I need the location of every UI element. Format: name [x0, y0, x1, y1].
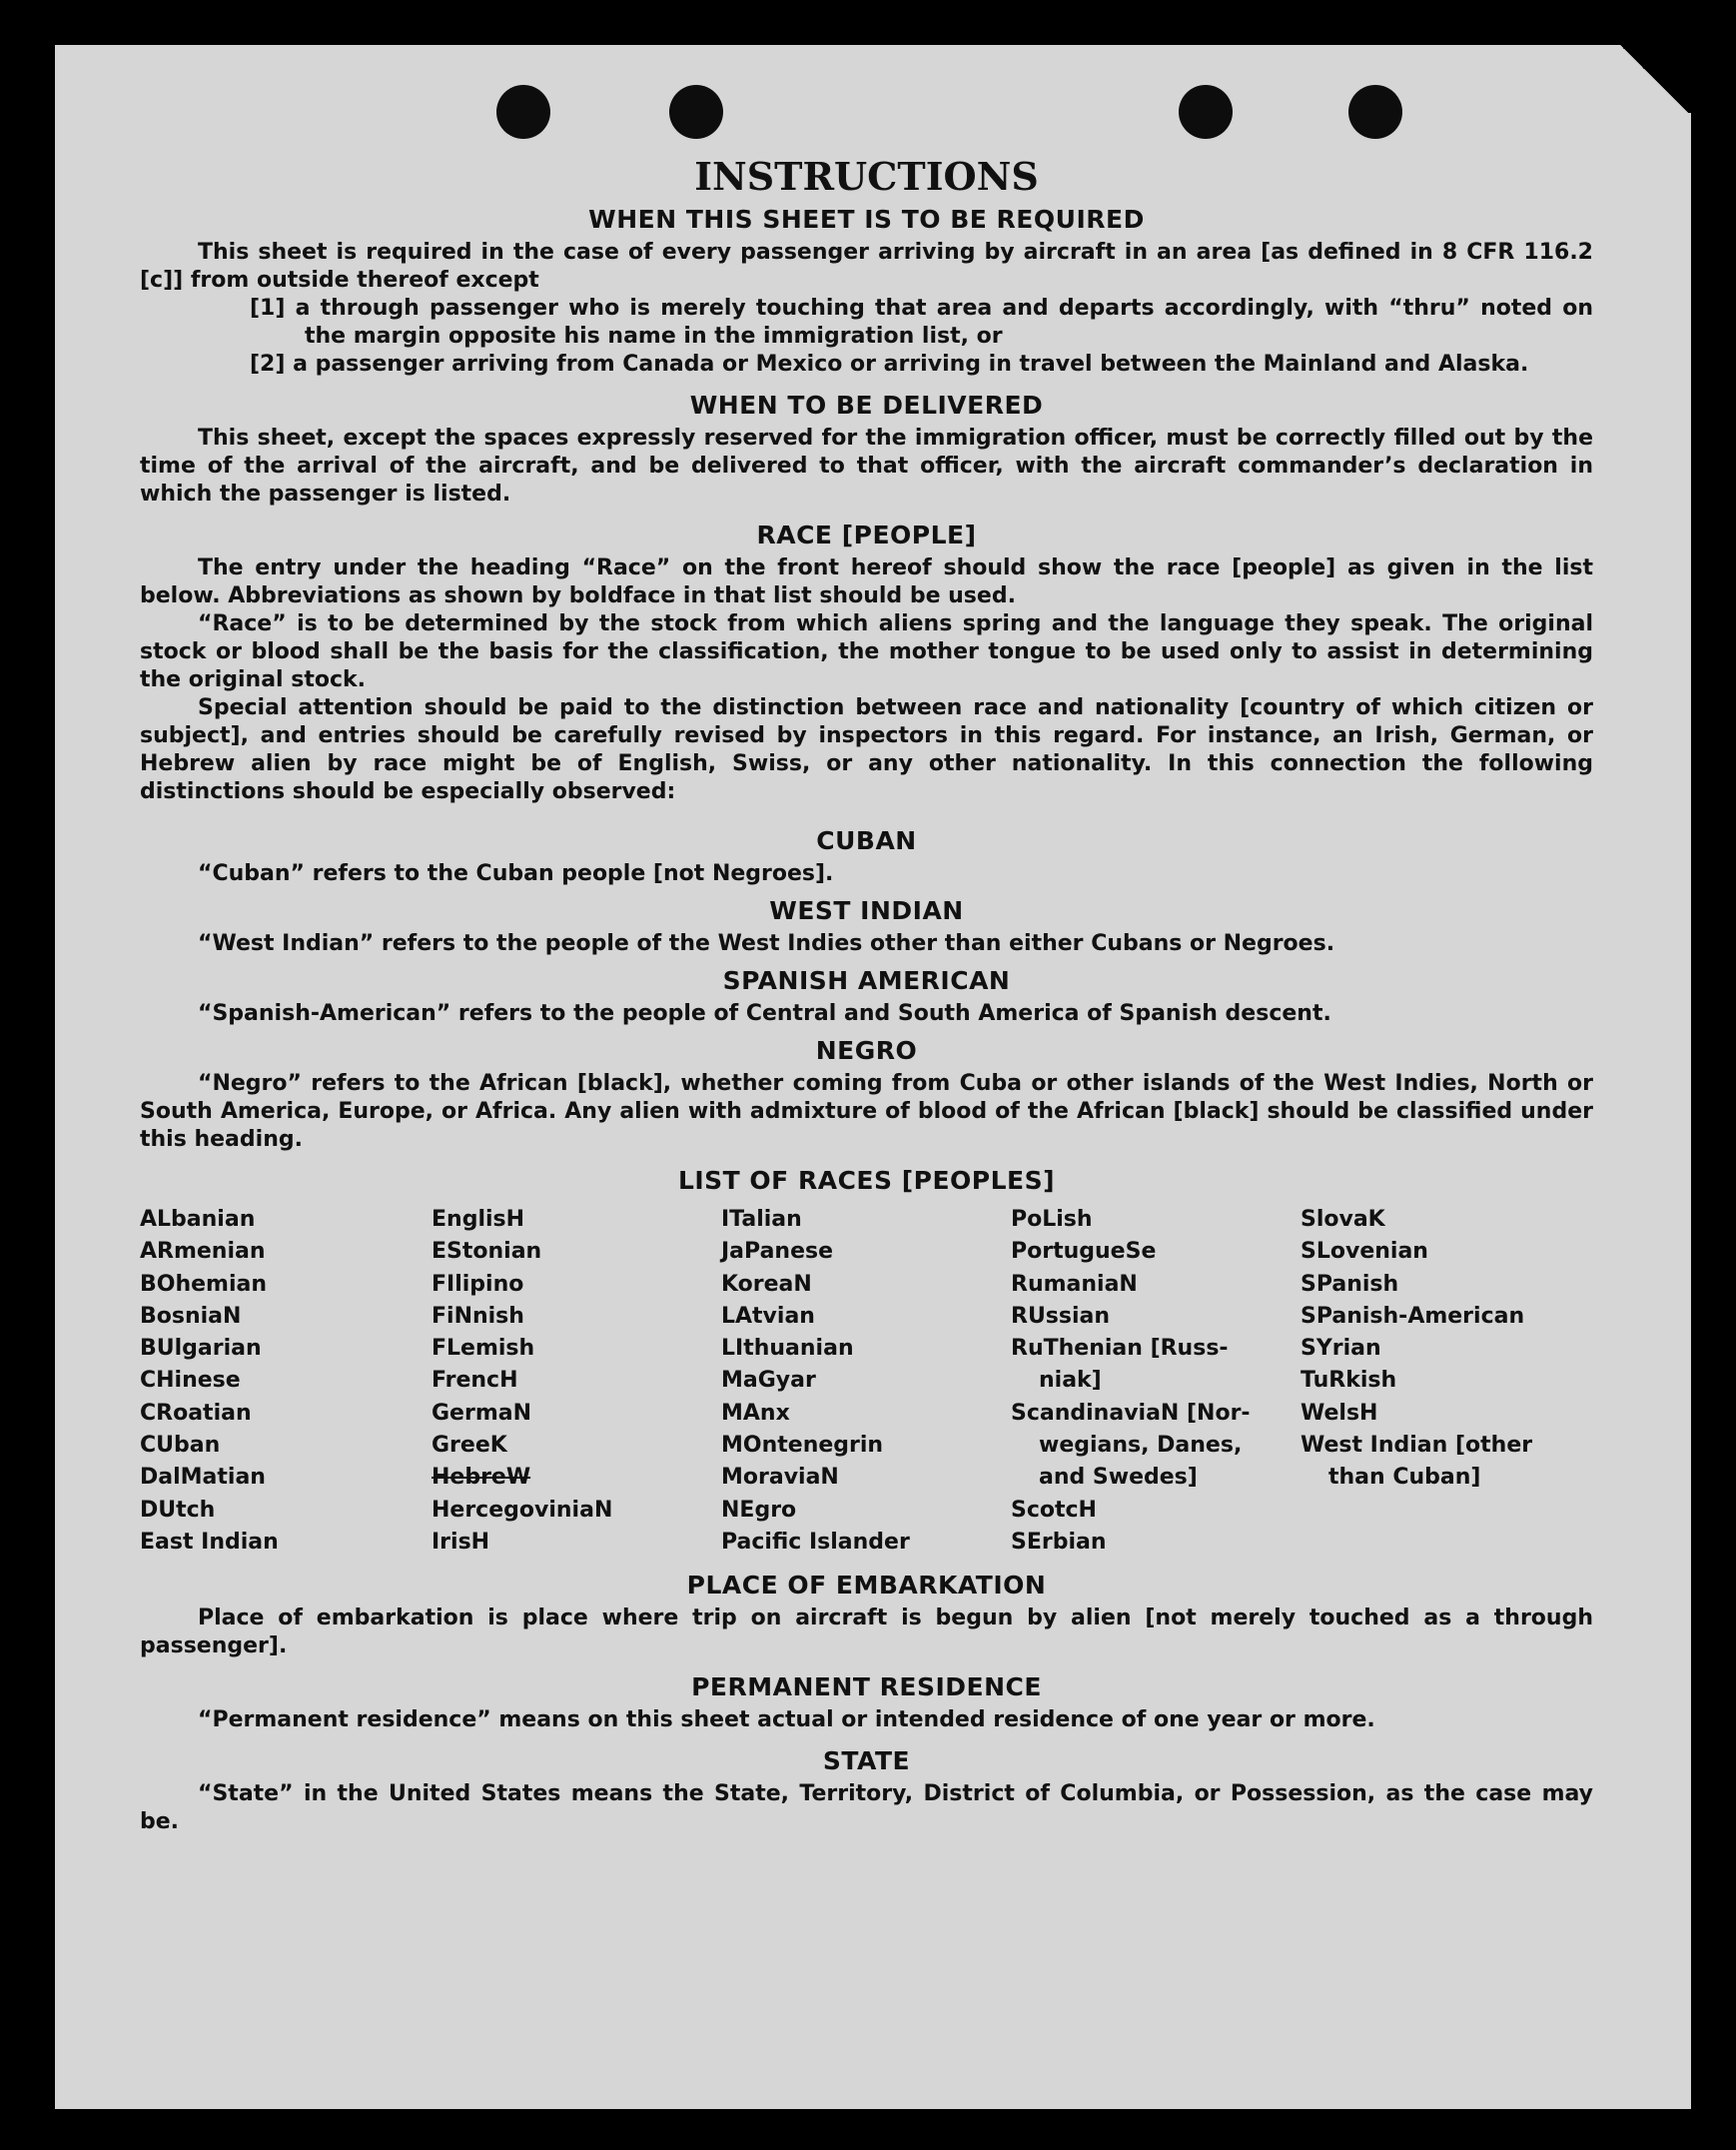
race-item: RumaniaN: [1011, 1271, 1138, 1297]
race-item: FIlipino: [432, 1271, 524, 1297]
when-required-item-1: [1] a through passenger who is merely touching that area and departs accordingly, with “thru” noted on the margin opposite his name in the immigration list, or: [250, 296, 1593, 349]
race-item: MAnx: [721, 1400, 790, 1426]
race-item: BOhemian: [140, 1271, 268, 1297]
race-item: SErbian: [1011, 1529, 1107, 1555]
race-item: KoreaN: [721, 1271, 812, 1297]
races-column-2: [432, 1204, 721, 1559]
embarkation-text: Place of embarkation is place where trip on aircraft is begun by alien [not merely touched as a through passenger].: [140, 1606, 1593, 1659]
race-item: West Indian [other: [1301, 1433, 1533, 1459]
race-item: MoraviaN: [721, 1465, 839, 1491]
race-item: ALbanian: [140, 1207, 256, 1232]
race-item-struck: HebreW: [432, 1465, 531, 1491]
folded-corner: [1613, 43, 1693, 113]
when-delivered-text: This sheet, except the spaces expressly reserved for the immigration officer, must be correctly filled out by the time of the arrival of the aircraft, and be delivered to that officer, with the aircraft commander’s declaration in which the passenger is listed.: [140, 426, 1593, 507]
race-item: EnglisH: [432, 1207, 525, 1232]
race-item: SlovaK: [1301, 1207, 1385, 1232]
race-item: ARmenian: [140, 1239, 266, 1265]
page-title: INSTRUCTIONS: [694, 154, 1039, 199]
race-item: SYrian: [1301, 1336, 1381, 1362]
race-item: CHinese: [140, 1368, 241, 1394]
race-item: CUban: [140, 1433, 221, 1459]
race-item: LIthuanian: [721, 1336, 854, 1362]
race-item: DUtch: [140, 1497, 216, 1523]
heading-cuban: CUBAN: [816, 826, 917, 855]
permanent-residence-text: “Permanent residence” means on this sheet actual or intended residence of one year or more.: [198, 1707, 1375, 1733]
race-item-continued: than Cuban]: [1328, 1465, 1481, 1491]
race-item: GermaN: [432, 1400, 532, 1426]
spanish-american-text: “Spanish-American” refers to the people of Central and South America of Spanish descent.: [198, 1001, 1331, 1026]
document-sheet: [55, 45, 1691, 2109]
race-item: PoLish: [1011, 1207, 1093, 1232]
race-paragraph-2: “Race” is to be determined by the stock from which aliens spring and the language they speak. The original stock or blood shall be the basis for the classification, the mother tongue to be used only to assist in determining the original stock.: [140, 611, 1593, 692]
race-item: PortugueSe: [1011, 1239, 1157, 1265]
when-required-item-2: [2] a passenger arriving from Canada or Mexico or arriving in travel between the Mainland and Alaska.: [250, 352, 1529, 377]
race-item: MaGyar: [721, 1368, 816, 1394]
race-item: RUssian: [1011, 1303, 1111, 1329]
race-item: NEgro: [721, 1497, 797, 1523]
race-item: CRoatian: [140, 1400, 252, 1426]
race-item: FLemish: [432, 1336, 535, 1362]
race-paragraph-1: The entry under the heading “Race” on the front hereof should show the race [people] as given in the list below. Abbreviations as shown by boldface in that list should be used.: [140, 555, 1593, 608]
race-item: BUlgarian: [140, 1336, 262, 1362]
race-item: WelsH: [1301, 1400, 1378, 1426]
race-item: LAtvian: [721, 1303, 815, 1329]
race-item: HercegoviniaN: [432, 1497, 613, 1523]
race-item: East Indian: [140, 1529, 279, 1555]
race-paragraph-3: Special attention should be paid to the distinction between race and nationality [country of which citizen or subject], and entries should be carefully revised by inspectors in this regard. For instance, an Irish, German, or Hebrew alien by race might be of English, Swiss, or any other nationality. In this connection the following distinctions should be especially observed:: [140, 695, 1593, 804]
races-column-1: [140, 1204, 432, 1559]
race-item: Pacific Islander: [721, 1529, 910, 1555]
state-text: “State” in the United States means the State, Territory, District of Columbia, or Possession, as the case may be.: [140, 1781, 1593, 1835]
race-item: FiNnish: [432, 1303, 524, 1329]
race-item: JaPanese: [721, 1239, 834, 1265]
race-item: SPanish-American: [1301, 1303, 1525, 1329]
races-column-4: [1011, 1204, 1301, 1559]
heading-west-indian: WEST INDIAN: [769, 896, 964, 925]
race-item: FrencH: [432, 1368, 518, 1394]
race-item: GreeK: [432, 1433, 507, 1459]
race-item: TuRkish: [1301, 1368, 1397, 1394]
heading-spanish-american: SPANISH AMERICAN: [722, 966, 1011, 995]
race-item: SPanish: [1301, 1271, 1399, 1297]
races-column-3: [721, 1204, 1011, 1559]
race-item-continued: and Swedes]: [1039, 1465, 1198, 1491]
punch-hole-icon: [669, 85, 723, 139]
heading-when-required: WHEN THIS SHEET IS TO BE REQUIRED: [588, 205, 1145, 234]
west-indian-text: “West Indian” refers to the people of the West Indies other than either Cubans or Negroes.: [198, 931, 1335, 956]
race-item: ITalian: [721, 1207, 802, 1232]
race-item: IrisH: [432, 1529, 490, 1555]
race-item: ScotcH: [1011, 1497, 1097, 1523]
punch-hole-icon: [1348, 85, 1402, 139]
race-item: RuThenian [Russ-: [1011, 1336, 1229, 1362]
race-item-continued: niak]: [1039, 1368, 1102, 1394]
races-column-5: [1301, 1204, 1590, 1559]
races-list: [140, 1204, 1593, 1559]
race-item: ScandinaviaN [Nor-: [1011, 1400, 1251, 1426]
race-item-continued: wegians, Danes,: [1039, 1433, 1243, 1459]
heading-permanent-residence: PERMANENT RESIDENCE: [691, 1672, 1042, 1702]
punch-hole-icon: [1179, 85, 1233, 139]
race-item: MOntenegrin: [721, 1433, 884, 1459]
heading-embarkation: PLACE OF EMBARKATION: [686, 1571, 1047, 1601]
race-item: SLovenian: [1301, 1239, 1428, 1265]
race-item: BosniaN: [140, 1303, 242, 1329]
race-item: DalMatian: [140, 1465, 266, 1491]
negro-text: “Negro” refers to the African [black], whether coming from Cuba or other islands of the West Indies, North or South America, Europe, or Africa. Any alien with admixture of blood of the African [black] should be classified under this heading.: [140, 1071, 1593, 1152]
punch-hole-icon: [496, 85, 550, 139]
when-required-intro: This sheet is required in the case of every passenger arriving by aircraft in an area [as defined in 8 CFR 116.2 [c]] from outside thereof except: [140, 240, 1593, 293]
instructions-body: [140, 153, 1593, 1836]
heading-state: STATE: [822, 1746, 911, 1776]
race-item: EStonian: [432, 1239, 542, 1265]
heading-when-delivered: WHEN TO BE DELIVERED: [689, 391, 1044, 420]
heading-race: RACE [PEOPLE]: [756, 521, 977, 549]
heading-negro: NEGRO: [815, 1036, 918, 1065]
cuban-text: “Cuban” refers to the Cuban people [not Negroes].: [198, 861, 834, 886]
heading-list-of-races: LIST OF RACES [PEOPLES]: [677, 1166, 1056, 1195]
